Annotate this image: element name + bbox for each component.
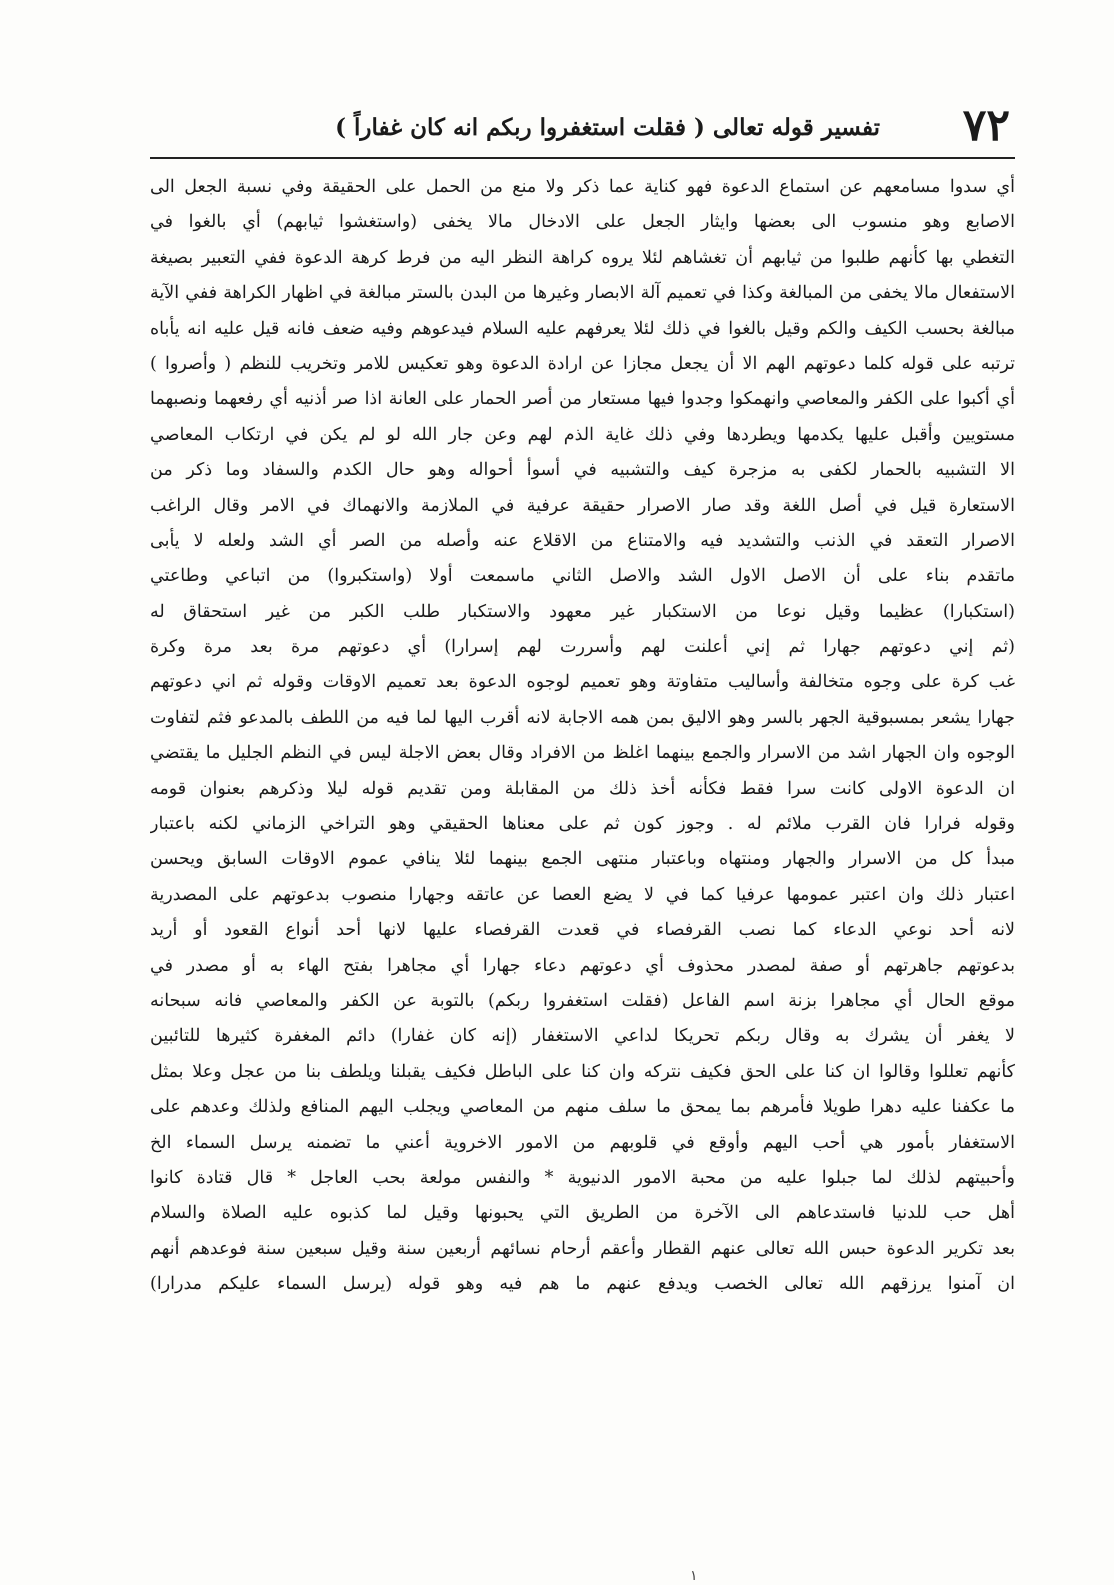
text-line: لانه أحد نوعي الدعاء كما نصب القرفصاء في قعدت القرفصاء عليها لانها أحد أنواع القعود أو أريد xyxy=(150,920,1015,941)
text-line: أهل حب للدنيا فاستدعاهم الى الآخرة من الطريق التي يحبونها وقيل لما كذبوه عليه الصلاة والسلام xyxy=(150,1203,1015,1224)
text-line: موقع الحال أي مجاهرا بزنة اسم الفاعل (فقلت استغفروا ربكم) بالتوبة عن الكفر والمعاصي فانه سبحانه xyxy=(150,990,1015,1011)
text-line: التغطي بها كأنهم طلبوا من ثيابهم أن تغشاهم لئلا يروه كراهة النظر اليه من فرط كرهة الدعوة ففي التعبير بصيغة xyxy=(150,247,1015,268)
text-line: غب كرة على وجوه متخالفة وأساليب متفاوتة وهو تعميم لوجوه الدعوة بعد تعميم الاوقات وقوله ثم اني دعوتهم xyxy=(150,672,1015,693)
text-line: ان آمنوا يرزقهم الله تعالى الخصب ويدفع عنهم ما هم فيه وهو قوله (يرسل السماء عليكم مدرارا) xyxy=(150,1274,1015,1295)
text-line: لا يغفر أن يشرك به وقال ربكم تحريكا لداعي الاستغفار (إنه كان غفارا) دائم المغفرة كثيرها للتائبين xyxy=(150,1026,1015,1047)
body-text xyxy=(150,170,1015,1373)
text-line: الا التشبيه بالحمار لكفى به مزجرة كيف والتشبيه في أسوأ أحواله وهو حال الكدم والسفاد وما ذكر من xyxy=(150,460,1015,481)
page-header xyxy=(150,100,1010,152)
text-line: الاصابع وهو منسوب الى بعضها وايثار الجعل على الادخال مالا يخفى (واستغشوا ثيابهم) أي بالغوا في xyxy=(150,212,1015,233)
text-line: مبالغة بحسب الكيف والكم وقيل بالغوا في ذلك لئلا يعرفهم عليه السلام فيدعوهم وفيه ضعف فانه قيل عليه انه يأباه xyxy=(150,318,1015,339)
text-line xyxy=(150,1303,1015,1338)
text-line: ماتقدم بناء على أن الاصل الاول الشد والاصل الثاني ماسمعت أولا (واستكبروا) من اتباعي وطاعتي xyxy=(150,566,1015,587)
page-number: ٧٢ xyxy=(962,100,1010,151)
text-line: بدعوتهم جاهرتهم أو صفة لمصدر محذوف أي دعوتهم دعاء جهارا أي مجاهرا بفتح الهاء به أو مصدر في xyxy=(150,955,1015,976)
text-line: أي سدوا مسامعهم عن استماع الدعوة فهو كناية عما ذكر ولا منع من الحمل على الحقيقة وفي نسبة الجعل الى xyxy=(150,177,1015,197)
running-title: تفسير قوله تعالى ( فقلت استغفروا ربكم انه كان غفاراً ) xyxy=(335,114,880,141)
text-line: كأنهم تعللوا وقالوا ان كنا على الحق فكيف نتركه وان كنا على الباطل فكيف يقبلنا ويلطف بنا من عجل وعلا بمثل xyxy=(150,1061,1015,1082)
text-line: مستويين وأقبل عليها يكدمها ويطردها وفي ذلك غاية الذم لهم وعن جار الله لو لم يكن في ارتكاب المعاصي xyxy=(150,424,1015,445)
text-line: مبدأ كل من الاسرار والجهار ومنتهاه وباعتبار منتهى الجمع بينهما لئلا ينافي عموم الاوقات السابق ويحسن xyxy=(150,849,1015,870)
text-line: الاستعارة قيل في أصل اللغة وقد صار الاصرار حقيقة عرفية في الملازمة والانهماك في الامر وقال الراغب xyxy=(150,495,1015,516)
text-line xyxy=(150,1338,1015,1373)
text-line: أي أكبوا على الكفر والمعاصي وانهمكوا وجدوا فيها مستعار من أصر الحمار على العانة اذا صر أذنيه أي رفعهما ونصبهما xyxy=(150,389,1015,410)
text-line: الاستفعال مالا يخفى من المبالغة وكذا في تعميم آلة الابصار وغيرها من البدن بالستر مبالغة في اظهار الكراهة ففي الآية xyxy=(150,283,1015,304)
text-line: اعتبار ذلك وان اعتبر عمومها عرفيا كما في لا يضع العصا عن عاتقه وجهارا منصوب بدعوتهم على المصدرية xyxy=(150,884,1015,905)
text-line: وقوله فرارا فان القرب ملائم له . وجوز كون ثم على معناها الحقيقي وهو التراخي الزماني لكنه باعتبار xyxy=(150,814,1015,835)
text-line: الوجوه وان الجهار اشد من الاسرار والجمع بينهما اغلظ من الافراد وقال بعض الاجلة ليس في النظم الجليل ما يقتضي xyxy=(150,743,1015,764)
text-line: الاصرار التعقد في الذنب والتشديد فيه والامتناع من الاقلاع عنه وأصله من الصر أي الشد ولعله لا يأبى xyxy=(150,530,1015,551)
text-line: الاستغفار بأمور هي أحب اليهم وأوقع في قلوبهم من الامور الاخروية أعني ما تضمنه يرسل السماء الخ xyxy=(150,1132,1015,1153)
text-line: جهارا يشعر بمسبوقية الجهر بالسر وهو الاليق بمن همه الاجابة لانه أقرب اليها لما فيه من اللطف بالمدعو فثم لتفاوت xyxy=(150,707,1015,728)
text-line: ان الدعوة الاولى كانت سرا فقط فكأنه أخذ ذلك من المقابلة ومن تقديم قوله ليلا وذكرهم بعنوان قومه xyxy=(150,778,1015,799)
text-line: وأحبيتهم لذلك لما جبلوا عليه من محبة الامور الدنيوية * والنفس مولعة بحب العاجل * قال قتادة كانوا xyxy=(150,1167,1015,1188)
text-line: (ثم إني دعوتهم جهارا ثم إني أعلنت لهم وأسررت لهم إسرارا) أي دعوتهم مرة بعد مرة وكرة xyxy=(150,637,1015,658)
header-divider xyxy=(150,157,1015,159)
text-line: بعد تكرير الدعوة حبس الله تعالى عنهم القطار وأعقم أرحام نسائهم أربعين سنة وقيل سبعين سنة فوعدهم أنهم xyxy=(150,1238,1015,1259)
text-line: (استكبارا) عظيما وقيل نوعا من الاستكبار غير معهود والاستكبار طلب الكبر من غير استحقاق له xyxy=(150,601,1015,622)
text-line: ما عكفنا عليه دهرا طويلا فأمرهم بما يمحق ما سلف منهم من المعاصي ويجلب اليهم المنافع ولذلك وعدهم على xyxy=(150,1097,1015,1118)
footer-mark: ١ xyxy=(690,1568,698,1584)
text-line: ترتبه على قوله كلما دعوتهم الهم الا أن يجعل مجازا عن ارادة الدعوة وهو تعكيس للامر وتخريب للنظم ( وأصروا ) xyxy=(150,353,1015,374)
